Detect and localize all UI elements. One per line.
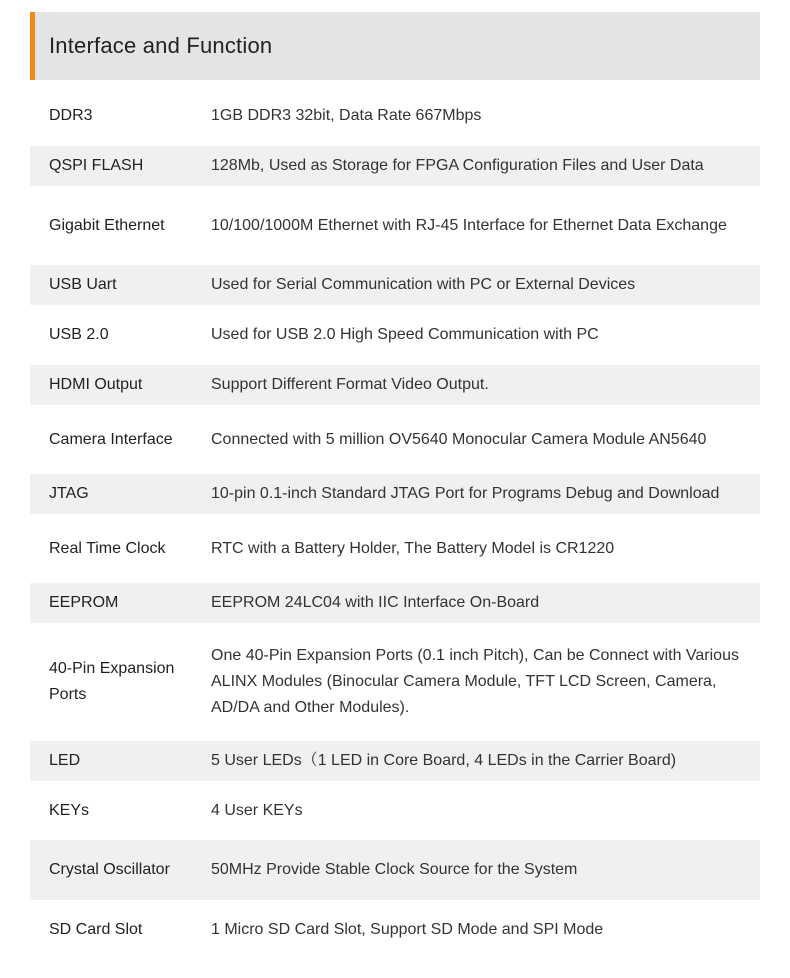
table-row	[30, 474, 760, 514]
row-label: EEPROM	[49, 594, 119, 611]
table-row	[30, 583, 760, 623]
row-value: Used for USB 2.0 High Speed Communication with PC	[211, 326, 599, 343]
table-row	[30, 365, 760, 405]
section-header	[30, 12, 760, 80]
row-value: Support Different Format Video Output.	[211, 376, 489, 393]
table-row	[30, 623, 760, 741]
row-value: One 40-Pin Expansion Ports (0.1 inch Pitch), Can be Connect with Various ALINX Modules (Binocular Camera Module, TFT LCD Screen, Camera, AD/DA and Other Modules).	[211, 647, 739, 716]
row-value: 10-pin 0.1-inch Standard JTAG Port for Programs Debug and Download	[211, 485, 720, 502]
row-label: USB 2.0	[49, 326, 109, 343]
table-row	[30, 514, 760, 583]
row-label: USB Uart	[49, 276, 117, 293]
row-value: Used for Serial Communication with PC or External Devices	[211, 276, 636, 293]
row-label: KEYs	[49, 801, 90, 819]
table-row	[30, 305, 760, 365]
row-value: 50MHz Provide Stable Clock Source for the System	[211, 861, 578, 878]
row-label: SD Card Slot	[49, 921, 143, 938]
table-row	[30, 265, 760, 305]
row-label: Camera Interface	[49, 430, 173, 448]
table-row	[30, 86, 760, 146]
table-row	[30, 405, 760, 474]
row-label: HDMI Output	[49, 376, 143, 393]
table-row	[30, 840, 760, 900]
table-row	[30, 741, 760, 781]
section-title: Interface and Function	[49, 33, 273, 58]
row-value: 1GB DDR3 32bit, Data Rate 667Mbps	[211, 107, 482, 124]
row-value: 10/100/1000M Ethernet with RJ-45 Interface for Ethernet Data Exchange	[211, 216, 727, 234]
row-label: JTAG	[49, 485, 89, 502]
row-value: EEPROM 24LC04 with IIC Interface On-Board	[211, 594, 540, 611]
row-label: QSPI FLASH	[49, 157, 144, 174]
row-value: 1 Micro SD Card Slot, Support SD Mode and SPI Mode	[211, 921, 604, 938]
row-value: 4 User KEYs	[211, 801, 303, 819]
row-label: LED	[49, 752, 81, 769]
row-label: DDR3	[49, 107, 93, 124]
row-value: RTC with a Battery Holder, The Battery Model is CR1220	[211, 539, 615, 557]
row-label: 40-Pin Expansion Ports	[49, 660, 175, 703]
table-row	[30, 186, 760, 265]
table-row	[30, 146, 760, 186]
table-row	[30, 900, 760, 960]
row-label: Real Time Clock	[49, 539, 166, 557]
row-value: 5 User LEDs（1 LED in Core Board, 4 LEDs in the Carrier Board)	[211, 752, 677, 769]
row-value: 128Mb, Used as Storage for FPGA Configuration Files and User Data	[211, 157, 704, 174]
row-label: Gigabit Ethernet	[49, 216, 165, 234]
table-row	[30, 781, 760, 840]
row-label: Crystal Oscillator	[49, 861, 170, 878]
spec-table	[30, 86, 760, 960]
row-value: Connected with 5 million OV5640 Monocular Camera Module AN5640	[211, 430, 707, 448]
